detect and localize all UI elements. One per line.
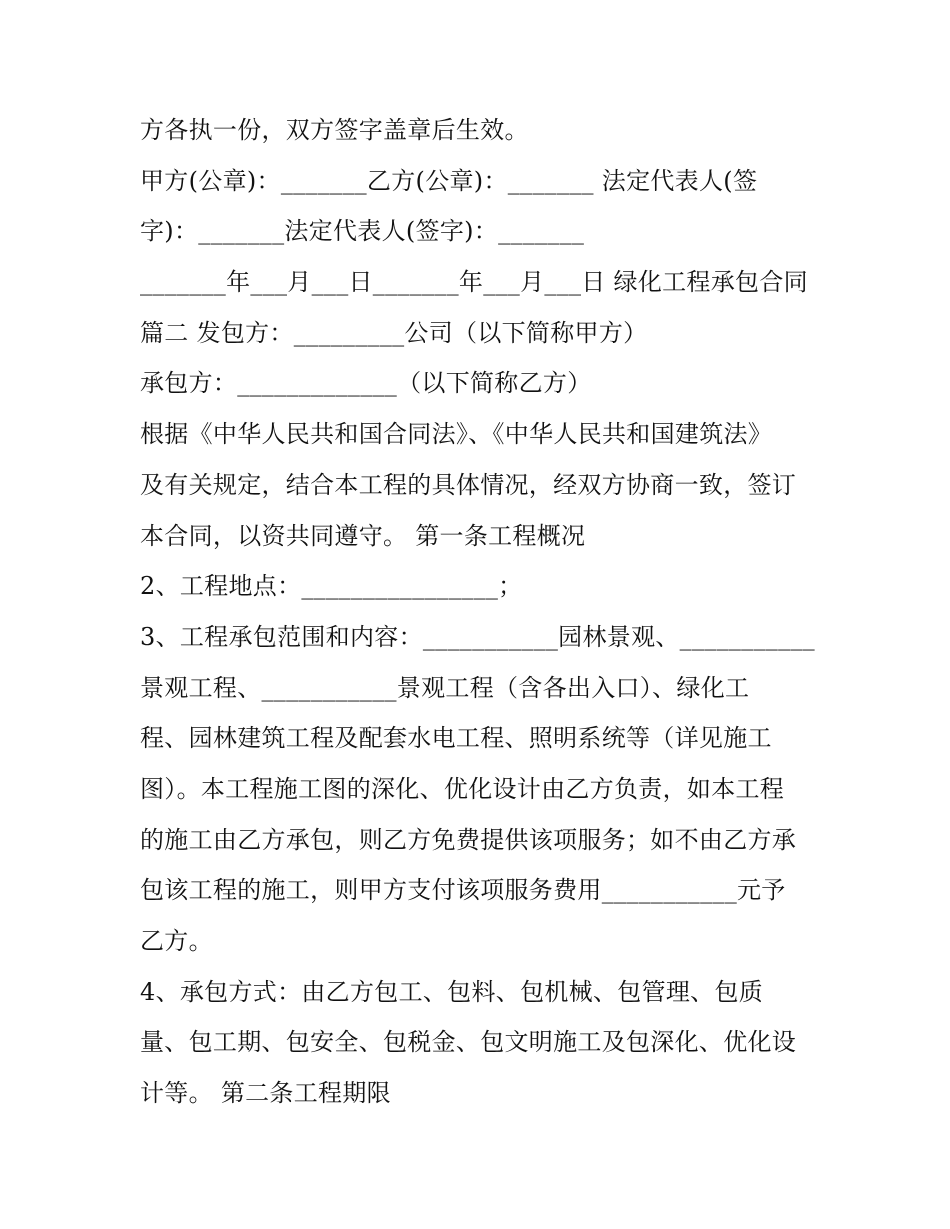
text-line: 承包方：_____________（以下简称乙方） (140, 369, 592, 398)
text-line: 景观工程、___________景观工程（含各出入口）、绿化工 (140, 673, 750, 702)
text-line: 甲方(公章)：_______乙方(公章)：_______ 法定代表人(签 (140, 166, 758, 195)
text-line: 图）。本工程施工图的深化、优化设计由乙方负责，如本工程 (140, 774, 785, 803)
text-line: _______年___月___日_______年___月___日 绿化工程承包合同 (140, 268, 808, 297)
text-line: 字)：_______法定代表人(签字)：_______ (140, 217, 585, 246)
text-line: 方各执一份，双方签字盖章后生效。 (140, 116, 529, 144)
text-line: 篇二 发包方：_________公司（以下简称甲方） (140, 318, 648, 347)
text-line: 包该工程的施工，则甲方支付该项服务费用___________元予 (140, 876, 786, 905)
text-line: 量、包工期、包安全、包税金、包文明施工及包深化、优化设 (140, 1028, 797, 1057)
text-line: 本合同，以资共同遵守。 第一条工程概况 (140, 521, 586, 550)
text-line: 程、园林建筑工程及配套水电工程、照明系统等（详见施工 (140, 724, 772, 753)
text-line: 2、工程地点：________________； (140, 572, 523, 601)
text-line: 3、工程承包范围和内容：___________园林景观、___________ (140, 622, 815, 651)
text-line: 乙方。 (140, 927, 213, 955)
text-line: 根据《中华人民共和国合同法》、《中华人民共和国建筑法》 (140, 420, 773, 449)
text-line: 计等。 第二条工程期限 (140, 1079, 391, 1108)
text-line: 的施工由乙方承包，则乙方免费提供该项服务；如不由乙方承 (140, 825, 797, 854)
text-line: 及有关规定，结合本工程的具体情况，经双方协商一致，签订 (140, 470, 797, 499)
text-line: 4、承包方式：由乙方包工、包料、包机械、包管理、包质 (140, 977, 764, 1006)
document-page (140, 112, 820, 1126)
